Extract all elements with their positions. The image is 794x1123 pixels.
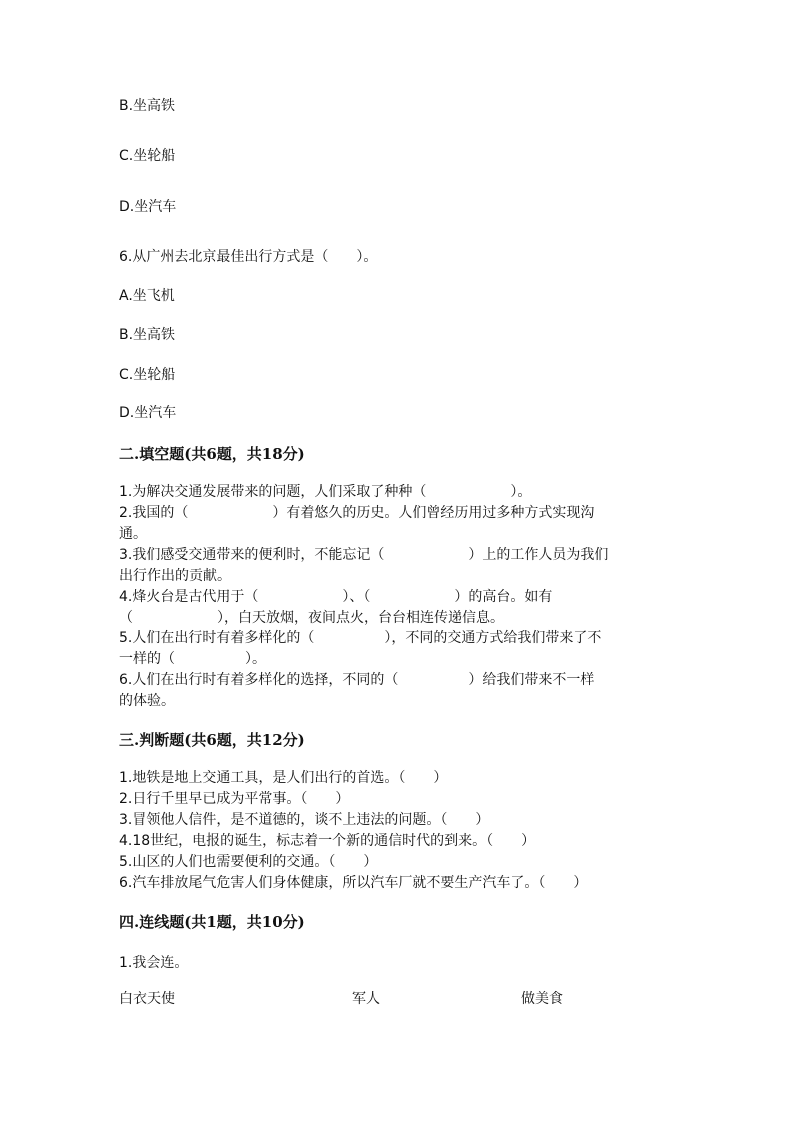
judge-q6-close: ） [573, 875, 588, 891]
match-item-col3[interactable]: 做美食 [521, 991, 563, 1007]
fill-q5 [119, 628, 601, 649]
fill-q4-text-cont: ）的高台。如有 [454, 589, 553, 605]
fill-q1-end: ）。 [510, 484, 532, 500]
q6-stem-end: ）。 [356, 249, 378, 265]
fill-q5-text2: 一样的（ [119, 651, 175, 667]
fill-q6-line2: 的体验。 [119, 693, 175, 709]
matching-q1: 1.我会连。 [119, 955, 189, 971]
fill-q2-text: 2.我国的（ [119, 505, 189, 521]
fill-q3-text-cont: ）上的工作人员为我们 [468, 547, 609, 563]
fill-q3-text: 3.我们感受交通带来的便利时，不能忘记（ [119, 547, 385, 563]
judge-q4 [119, 831, 535, 852]
q6-stem-text: 6.从广州去北京最佳出行方式是（ [119, 249, 329, 265]
q6-option-b: B.坐高铁 [119, 327, 176, 343]
judge-q1-close: ） [433, 770, 448, 786]
section-title-judge: 三.判断题(共6题，共12分) [119, 731, 305, 749]
fill-q3 [119, 545, 608, 566]
fill-q4-text: 4.烽火台是古代用于（ [119, 589, 259, 605]
q6-option-c: C.坐轮船 [119, 367, 176, 383]
fill-q2-line2: 通。 [119, 526, 147, 542]
judge-q2-close: ） [335, 791, 350, 807]
fill-q1-text: 1.为解决交通发展带来的问题，人们采取了种种（ [119, 484, 427, 500]
judge-q2-text: 2.日行千里早已成为平常事。（ [119, 791, 308, 807]
judge-q5 [119, 852, 377, 873]
fill-q6-text: 6.人们在出行时有着多样化的选择，不同的（ [119, 672, 399, 688]
judge-q6-text: 6.汽车排放尾气危害人们身体健康，所以汽车厂就不要生产汽车了。（ [119, 875, 546, 891]
fill-q5-line2 [119, 649, 266, 670]
q6-option-a: A.坐飞机 [119, 288, 175, 304]
judge-q6 [119, 873, 587, 894]
fill-q5-end: ）。 [245, 651, 266, 667]
fill-q4 [119, 587, 552, 608]
q5-option-b: B.坐高铁 [119, 98, 176, 114]
judge-q4-close: ） [521, 833, 536, 849]
judge-q3 [119, 810, 489, 831]
judge-q4-text: 4.18世纪，电报的诞生，标志着一个新的通信时代的到来。（ [119, 833, 494, 849]
q5-option-d: D.坐汽车 [119, 199, 177, 215]
match-item-col1[interactable]: 白衣天使 [119, 991, 175, 1007]
match-item-col2[interactable]: 军人 [352, 991, 380, 1007]
judge-q3-close: ） [475, 812, 490, 828]
fill-q2-text-cont: ）有着悠久的历史。人们曾经历用过多种方式实现沟 [272, 505, 595, 521]
fill-q4-sep: ）、（ [342, 589, 371, 605]
fill-q5-text: 5.人们在出行时有着多样化的（ [119, 630, 315, 646]
section-title-fill-blank: 二.填空题(共6题，共18分) [119, 445, 305, 463]
fill-q3-line2: 出行作出的贡献。 [119, 568, 231, 584]
judge-q1 [119, 768, 447, 789]
fill-q2 [119, 503, 594, 524]
fill-q4-open: （ [119, 610, 133, 626]
fill-q4-text-end: ），白天放烟，夜间点火，台台相连传递信息。 [217, 610, 504, 626]
judge-q5-text: 5.山区的人们也需要便利的交通。（ [119, 854, 336, 870]
q6-option-d: D.坐汽车 [119, 405, 177, 421]
fill-q4-line2 [119, 608, 504, 629]
fill-q5-text-cont: ），不同的交通方式给我们带来了不 [384, 630, 602, 646]
judge-q3-text: 3.冒领他人信件，是不道德的，谈不上违法的问题。（ [119, 812, 448, 828]
judge-q5-close: ） [363, 854, 378, 870]
fill-q6-text-cont: ）给我们带来不一样 [468, 672, 595, 688]
q5-option-c: C.坐轮船 [119, 148, 176, 164]
judge-q2 [119, 789, 349, 810]
fill-q6 [119, 670, 594, 691]
section-title-matching: 四.连线题(共1题，共10分) [119, 913, 305, 931]
judge-q1-text: 1.地铁是地上交通工具，是人们出行的首选。（ [119, 770, 406, 786]
q6-stem [119, 247, 377, 268]
fill-q1 [119, 482, 531, 503]
